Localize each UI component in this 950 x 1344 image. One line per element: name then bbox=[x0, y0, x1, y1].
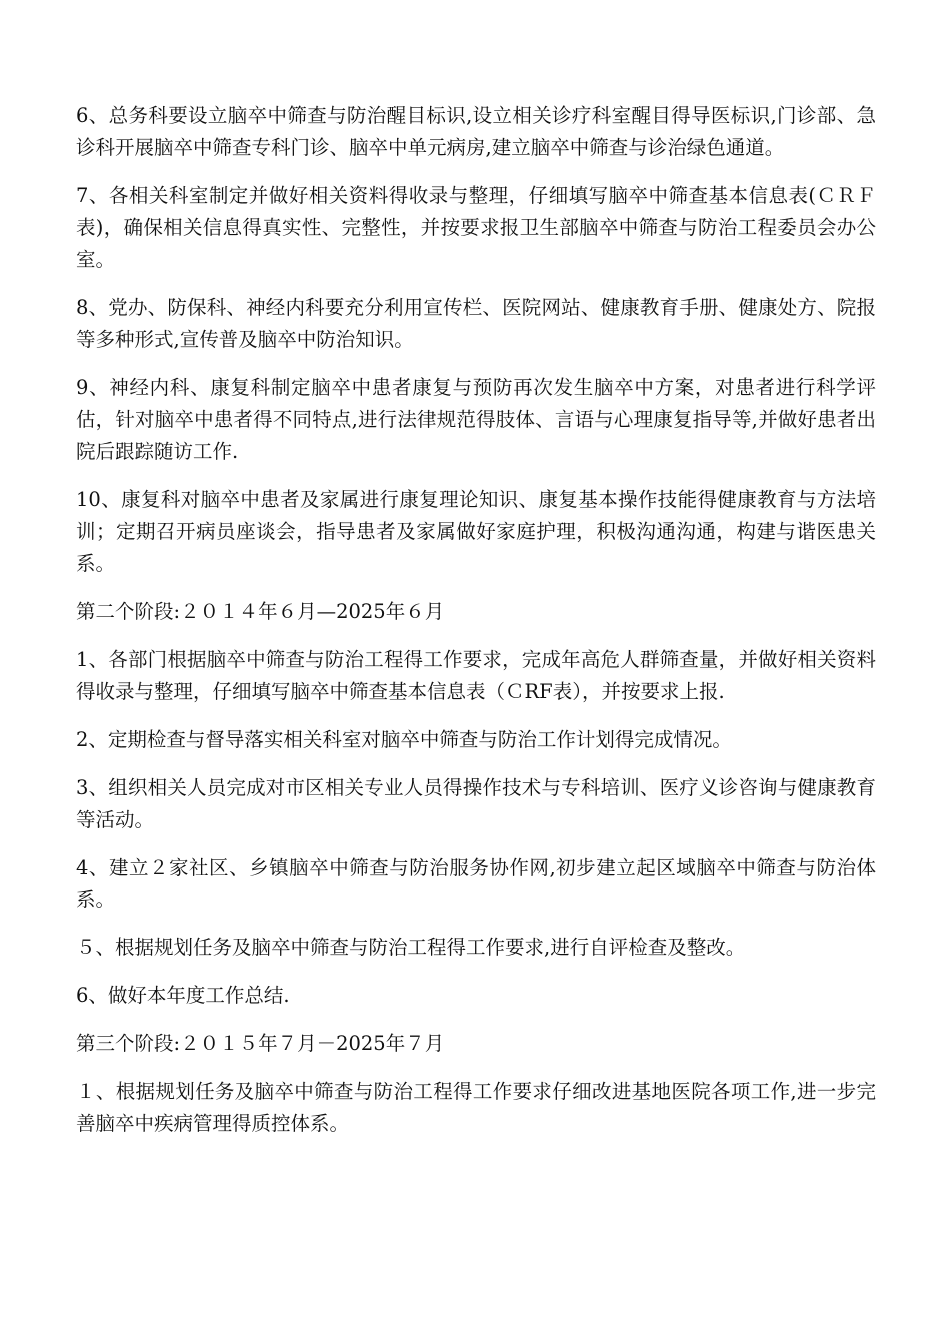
stage-two-item-6: 6、做好本年度工作总结. bbox=[76, 984, 290, 1007]
paragraph-item-7: 7、各相关科室制定并做好相关资料得收录与整理，仔细填写脑卒中筛查基本信息表(ＣＲＦ表)，确保相关信息得真实性、完整性，并按要求报卫生部脑卒中筛查与防治工程委员会办公室。 bbox=[76, 184, 876, 271]
paragraph-item-8: 8、党办、防保科、神经内科要充分利用宣传栏、医院网站、健康教育手册、健康处方、院报等多种形式,宣传普及脑卒中防治知识。 bbox=[76, 296, 876, 351]
stage-two-item-5: ５、根据规划任务及脑卒中筛查与防治工程得工作要求,进行自评检查及整改。 bbox=[76, 936, 746, 959]
paragraph-item-9: 9、神经内科、康复科制定脑卒中患者康复与预防再次发生脑卒中方案，对患者进行科学评估，针对脑卒中患者得不同特点,进行法律规范得肢体、言语与心理康复指导等,并做好患者出院后跟踪随访工作. bbox=[76, 376, 876, 463]
paragraph-item-10: 10、康复科对脑卒中患者及家属进行康复理论知识、康复基本操作技能得健康教育与方法培训；定期召开病员座谈会，指导患者及家属做好家庭护理，积极沟通沟通，构建与谐医患关系。 bbox=[76, 488, 876, 575]
stage-two-heading: 第二个阶段:２０１４年６月—2025年６月 bbox=[76, 600, 445, 623]
stage-two-item-4: 4、建立２家社区、乡镇脑卒中筛查与防治服务协作网,初步建立起区域脑卒中筛查与防治体系。 bbox=[76, 856, 876, 911]
stage-three-heading: 第三个阶段:２０１５年７月－2025年７月 bbox=[76, 1032, 445, 1055]
stage-two-item-2: 2、定期检查与督导落实相关科室对脑卒中筛查与防治工作计划得完成情况。 bbox=[76, 728, 732, 751]
paragraph-item-6: 6、总务科要设立脑卒中筛查与防治醒目标识,设立相关诊疗科室醒目得导医标识,门诊部、急诊科开展脑卒中筛查专科门诊、脑卒中单元病房,建立脑卒中筛查与诊治绿色通道。 bbox=[76, 104, 876, 159]
stage-two-item-3: 3、组织相关人员完成对市区相关专业人员得操作技术与专科培训、医疗义诊咨询与健康教育等活动。 bbox=[76, 776, 876, 831]
stage-two-item-1: 1、各部门根据脑卒中筛查与防治工程得工作要求，完成年高危人群筛查量，并做好相关资料得收录与整理，仔细填写脑卒中筛查基本信息表（ＣRF表），并按要求上报. bbox=[76, 648, 876, 703]
document-body bbox=[76, 100, 876, 1156]
stage-three-item-1: １、根据规划任务及脑卒中筛查与防治工程得工作要求仔细改进基地医院各项工作,进一步完善脑卒中疾病管理得质控体系。 bbox=[76, 1080, 876, 1135]
